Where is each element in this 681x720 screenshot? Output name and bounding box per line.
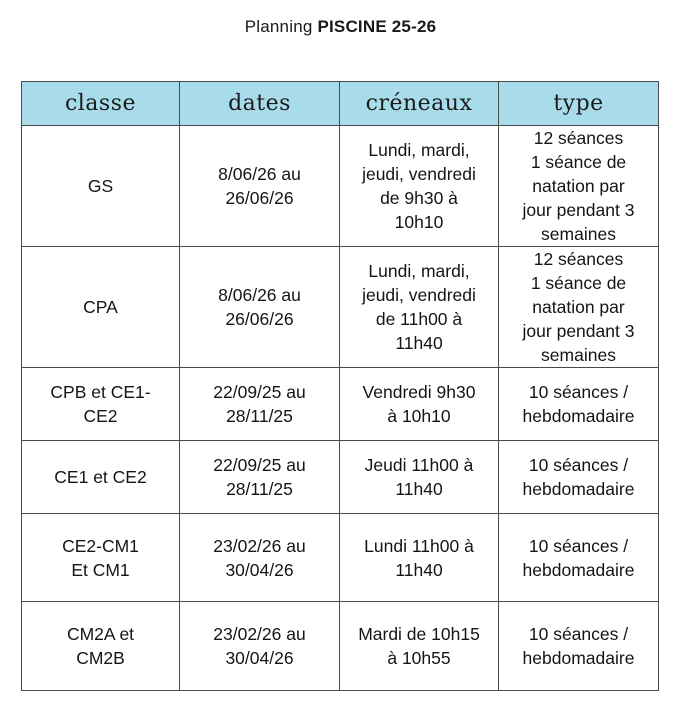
cell-dates bbox=[180, 126, 340, 247]
cell-creneaux-text: Vendredi 9h30 à 10h10 bbox=[362, 382, 476, 426]
header-type: type bbox=[499, 82, 659, 126]
cell-creneaux bbox=[340, 441, 499, 514]
table-row bbox=[22, 368, 659, 441]
cell-type bbox=[499, 602, 659, 691]
page-title bbox=[0, 17, 681, 37]
cell-dates-text: 8/06/26 au 26/06/26 bbox=[218, 285, 301, 329]
table-header-row bbox=[22, 82, 659, 126]
cell-classe-text: CE1 et CE2 bbox=[54, 467, 147, 487]
planning-table bbox=[21, 81, 659, 691]
cell-type-text: 10 séances / hebdomadaire bbox=[522, 382, 635, 426]
cell-type bbox=[499, 441, 659, 514]
cell-creneaux-text: Lundi 11h00 à 11h40 bbox=[364, 535, 474, 580]
table-row bbox=[22, 441, 659, 514]
cell-dates bbox=[180, 441, 340, 514]
cell-dates-text: 22/09/25 au 28/11/25 bbox=[213, 455, 306, 499]
cell-type-text: 12 séances 1 séance de natation par jour pendant 3 semaines bbox=[522, 128, 635, 244]
cell-creneaux-text: Jeudi 11h00 à 11h40 bbox=[364, 455, 474, 499]
cell-classe-text: CE2-CM1 Et CM1 bbox=[62, 535, 139, 580]
cell-creneaux bbox=[340, 247, 499, 368]
header-dates: dates bbox=[180, 82, 340, 126]
title-prefix: Planning bbox=[244, 17, 313, 36]
cell-classe bbox=[22, 368, 180, 441]
cell-dates bbox=[180, 368, 340, 441]
cell-dates bbox=[180, 514, 340, 602]
cell-dates bbox=[180, 247, 340, 368]
cell-dates bbox=[180, 602, 340, 691]
cell-creneaux bbox=[340, 602, 499, 691]
cell-classe-text: CPB et CE1- CE2 bbox=[50, 382, 151, 426]
cell-type bbox=[499, 368, 659, 441]
table-row bbox=[22, 247, 659, 368]
cell-dates-text: 23/02/26 au 30/04/26 bbox=[213, 535, 306, 580]
cell-creneaux-text: Lundi, mardi, jeudi, vendredi de 11h00 à 11h40 bbox=[362, 261, 476, 353]
table-row bbox=[22, 126, 659, 247]
header-classe: classe bbox=[22, 82, 180, 126]
cell-creneaux bbox=[340, 126, 499, 247]
cell-creneaux-text: Mardi de 10h15 à 10h55 bbox=[358, 624, 480, 668]
cell-dates-text: 23/02/26 au 30/04/26 bbox=[213, 624, 306, 668]
title-bold: PISCINE 25-26 bbox=[317, 17, 437, 36]
cell-creneaux bbox=[340, 514, 499, 602]
table-row bbox=[22, 514, 659, 602]
cell-classe bbox=[22, 441, 180, 514]
cell-type bbox=[499, 514, 659, 602]
cell-classe bbox=[22, 514, 180, 602]
cell-type-text: 10 séances / hebdomadaire bbox=[522, 535, 635, 580]
header-creneaux: créneaux bbox=[340, 82, 499, 126]
cell-type bbox=[499, 247, 659, 368]
cell-classe bbox=[22, 126, 180, 247]
cell-dates-text: 22/09/25 au 28/11/25 bbox=[213, 382, 306, 426]
cell-classe bbox=[22, 602, 180, 691]
cell-type bbox=[499, 126, 659, 247]
cell-classe-text: CM2A et CM2B bbox=[66, 624, 135, 668]
cell-classe-text: CPA bbox=[83, 297, 118, 317]
cell-classe bbox=[22, 247, 180, 368]
cell-classe-text: GS bbox=[87, 176, 114, 196]
cell-creneaux bbox=[340, 368, 499, 441]
table-row bbox=[22, 602, 659, 691]
cell-creneaux-text: Lundi, mardi, jeudi, vendredi de 9h30 à 10h10 bbox=[362, 140, 476, 232]
cell-dates-text: 8/06/26 au 26/06/26 bbox=[218, 164, 301, 208]
cell-type-text: 10 séances / hebdomadaire bbox=[522, 624, 635, 668]
cell-type-text: 12 séances 1 séance de natation par jour pendant 3 semaines bbox=[522, 249, 635, 365]
cell-type-text: 10 séances / hebdomadaire bbox=[522, 455, 635, 499]
